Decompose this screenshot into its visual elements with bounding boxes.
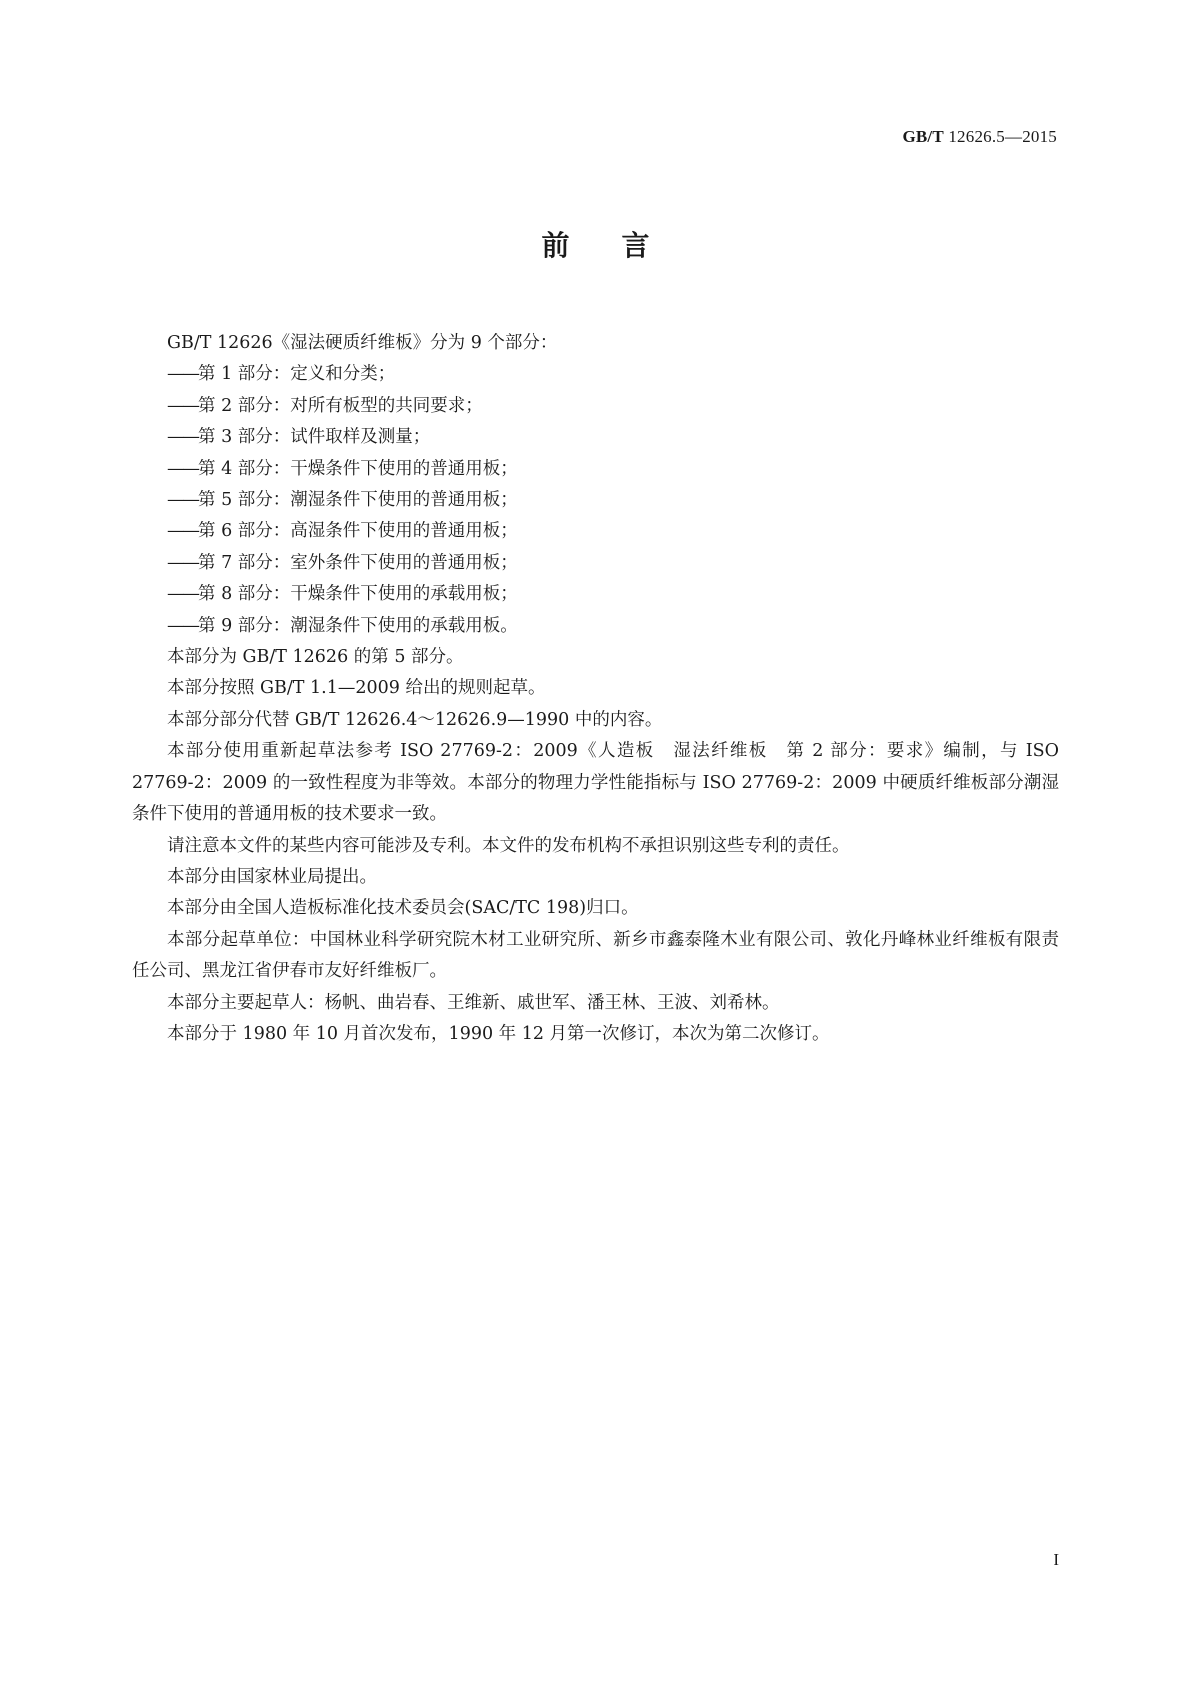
list-item-text: 第 2 部分：对所有板型的共同要求； [198, 395, 483, 416]
paragraph-replacement: 本部分部分代替 GB/T 12626.4～12626.9—1990 中的内容。 [167, 709, 663, 730]
paragraph-iso-reference: 本部分使用重新起草法参考 ISO 27769-2：2009《人造板 湿法纤维板 第 2 部分：要求》编制，与 ISO 27769-2：2009 的一致性程度为非等效。本部分的物理力学性能指标与 ISO 27769-2：2009 中硬质纤维板部分潮湿条件下使用的普通用板的技术要求一致。 [132, 741, 1059, 825]
list-item-text: 第 3 部分：试件取样及测量； [198, 427, 431, 448]
list-item [132, 579, 1059, 610]
list-item-text: 第 8 部分：干燥条件下使用的承载用板； [198, 584, 518, 605]
paragraph-committee: 本部分由全国人造板标准化技术委员会(SAC/TC 198)归口。 [167, 898, 639, 919]
paragraph-part-statement: 本部分为 GB/T 12626 的第 5 部分。 [167, 647, 464, 668]
list-dash: —— [167, 584, 198, 605]
standard-number [902, 127, 1057, 147]
list-item [132, 485, 1059, 516]
paragraph-drafting-units: 本部分起草单位：中国林业科学研究院木材工业研究所、新乡市鑫泰隆木业有限公司、敦化丹峰林业纤维板有限责任公司、黑龙江省伊春市友好纤维板厂。 [132, 929, 1059, 982]
page-title: 前言 [541, 229, 702, 262]
paragraph-drafters: 本部分主要起草人：杨帆、曲岩春、王维新、戚世军、潘王林、王波、刘希林。 [167, 992, 780, 1013]
list-item [132, 548, 1059, 579]
list-item [132, 516, 1059, 547]
foreword-body [132, 328, 1059, 1050]
list-item [132, 454, 1059, 485]
standard-number-value: 12626.5—2015 [948, 127, 1057, 146]
intro-paragraph: GB/T 12626《湿法硬质纤维板》分为 9 个部分： [167, 333, 558, 353]
list-dash: —— [167, 521, 198, 542]
paragraph-history: 本部分于 1980 年 10 月首次发布，1990 年 12 月第一次修订，本次为第二次修订。 [167, 1023, 830, 1044]
list-item-text: 第 7 部分：室外条件下使用的普通用板； [198, 552, 518, 573]
list-item-text: 第 9 部分：潮湿条件下使用的承载用板。 [198, 615, 518, 636]
list-dash: —— [167, 427, 198, 448]
list-item [132, 422, 1059, 453]
list-dash: —— [167, 364, 198, 385]
list-item [132, 611, 1059, 642]
page-number: I [1053, 1550, 1059, 1569]
list-item-text: 第 5 部分：潮湿条件下使用的普通用板； [198, 490, 518, 511]
list-item-text: 第 6 部分：高湿条件下使用的普通用板； [198, 521, 518, 542]
list-dash: —— [167, 395, 198, 416]
list-item-text: 第 1 部分：定义和分类； [198, 364, 396, 385]
list-dash: —— [167, 458, 198, 479]
standard-code: GB/T [902, 127, 944, 146]
list-item [132, 391, 1059, 422]
paragraph-patent-notice: 请注意本文件的某些内容可能涉及专利。本文件的发布机构不承担识别这些专利的责任。 [167, 835, 850, 856]
list-dash: —— [167, 615, 198, 636]
paragraph-drafting-rules: 本部分按照 GB/T 1.1—2009 给出的规则起草。 [167, 678, 546, 699]
parts-list [132, 359, 1059, 642]
list-dash: —— [167, 490, 198, 511]
list-item-text: 第 4 部分：干燥条件下使用的普通用板； [198, 458, 518, 479]
list-dash: —— [167, 552, 198, 573]
list-item [132, 359, 1059, 390]
paragraph-proposer: 本部分由国家林业局提出。 [167, 866, 377, 887]
